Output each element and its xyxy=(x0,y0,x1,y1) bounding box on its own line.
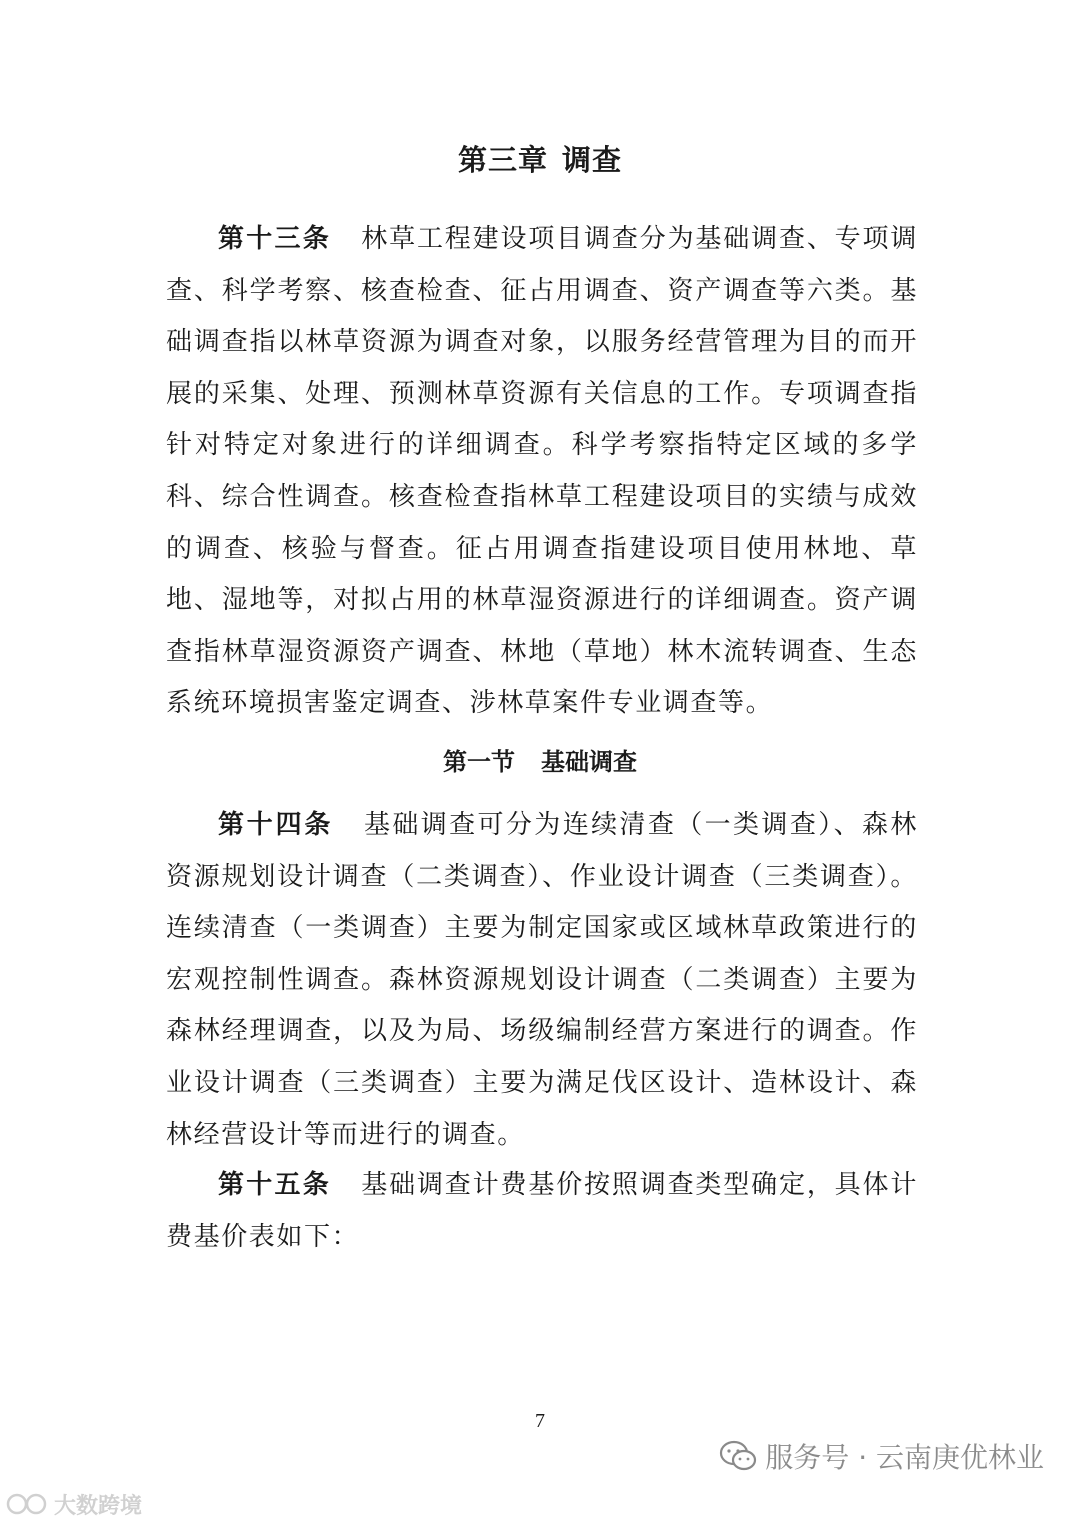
article-15 xyxy=(166,1160,918,1263)
article-label: 第十三条 xyxy=(218,224,331,254)
article-text: 基础调查可分为连续清查（一类调查）、森林资源规划设计调查（二类调查）、作业设计调查（三类调查）。连续清查（一类调查）主要为制定国家或区域林草政策进行的宏观控制性调查。森林资源规划设计调查（二类调查）主要为森林经理调查，以及为局、场级编制经营方案进行的调查。作业设计调查（三类调查）主要为满足伐区设计、造林设计、森林经营设计等而进行的调查。 xyxy=(166,810,918,1150)
site-watermark xyxy=(6,1488,142,1520)
page-number: 7 xyxy=(535,1410,545,1432)
watermark-text: 服务号 · 云南庚优林业 xyxy=(765,1441,1044,1474)
article-text: 林草工程建设项目调查分为基础调查、专项调查、科学考察、核查检查、征占用调查、资产调查等六类。基础调查指以林草资源为调查对象，以服务经营管理为目的而开展的采集、处理、预测林草资源有关信息的工作。专项调查指针对特定对象进行的详细调查。科学考察指特定区域的多学科、综合性调查。核查检查指林草工程建设项目的实绩与成效的调查、核验与督查。征占用调查指建设项目使用林地、草地、湿地等，对拟占用的林草湿资源进行的详细调查。资产调查指林草湿资源资产调查、林地（草地）林木流转调查、生态系统环境损害鉴定调查、涉林草案件专业调查等。 xyxy=(166,224,918,719)
article-text: 基础调查计费基价按照调查类型确定，具体计费基价表如下： xyxy=(166,1170,918,1252)
article-label: 第十五条 xyxy=(218,1170,331,1200)
section-name: 基础调查 xyxy=(541,748,637,776)
article-label: 第十四条 xyxy=(218,810,334,840)
wechat-watermark xyxy=(719,1436,1044,1476)
logo-icon xyxy=(6,1491,50,1517)
chapter-title xyxy=(0,140,1080,180)
article-13 xyxy=(166,214,918,730)
chapter-name: 调查 xyxy=(562,143,623,177)
section-number: 第一节 xyxy=(443,748,515,776)
section-title xyxy=(0,744,1080,780)
watermark-text: 大数跨境 xyxy=(54,1493,143,1519)
article-14 xyxy=(166,800,918,1161)
wechat-icon xyxy=(719,1440,757,1472)
chapter-number: 第三章 xyxy=(457,143,548,177)
